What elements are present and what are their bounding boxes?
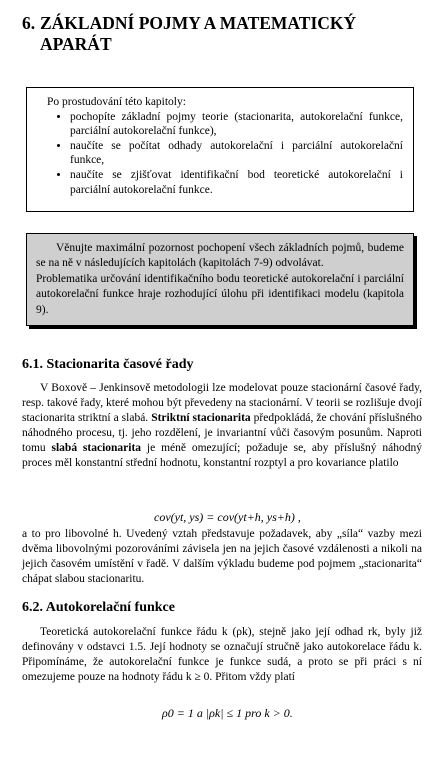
section-heading-autocorrelation: 6.2. Autokorelační funkce <box>22 600 175 615</box>
s1-text-c: předpokládá, že chování příslušného náhodného procesu, tj. jeho rozdělení, je invariantní vůči časovým posunům. Naproti tomu <box>22 411 422 454</box>
goal-item: • naučíte se počítat odhady autokorelační i parciální autokorelační funkce, <box>70 139 403 168</box>
s1-text-e: je méně omezující; požaduje se, aby příslušný náhodný proces měl konstantní střední hodnotu, konstantní rozptyl a pro kovariance platilo <box>22 441 422 469</box>
s1-text-a: V Boxově – Jenkinsově metodologii lze modelovat pouze stacionární časové řady, resp. takové řady, které mohou být převedeny na stacionární. V teorii se rozlišuje dvojí stacionarita striktní a slabá. <box>22 382 422 424</box>
note-box <box>26 233 414 326</box>
chapter-title-line2: APARÁT <box>40 34 112 54</box>
s1-paragraph-2-text: a to pro libovolné h. Uvedený vztah představuje požadavek, aby „síla“ vazby mezi dvěma libovolnými pozorováními závisela jen na jejich časové vzdálenosti a nikoli na jejich časovém umístění v řadě. V dalším výkladu budeme pod pojmem „stacionarita“ chápat slabou stacionaritu. <box>22 528 422 585</box>
goals-list <box>47 110 403 198</box>
section2-paragraph-1 <box>22 625 422 685</box>
chapter-title <box>22 13 422 55</box>
s1-term-weak: slabá stacionarita <box>51 441 142 454</box>
goals-intro: Po prostudování této kapitoly: <box>47 96 186 108</box>
note-text-1: Věnujte maximální pozornost pochopení všech základních pojmů, budeme se na ně v následujících kapitolách (kapitolách 7-9) odvolávat. <box>36 242 404 270</box>
autocorrelation-formula: ρ0 = 1 a |ρk| ≤ 1 pro k > 0. <box>162 706 293 720</box>
section-heading-stationarity: 6.1. Stacionarita časové řady <box>22 357 194 372</box>
goals-box <box>26 87 414 212</box>
chapter-number: 6. <box>22 13 36 33</box>
covariance-formula: cov(yt, ys) = cov(yt+h, ys+h) , <box>154 510 301 524</box>
goal-item: • naučíte se zjišťovat identifikační bod teoretické autokorelační i parciální autokorelační funkce. <box>70 168 403 197</box>
s1-term-strict: Striktní stacionarita <box>151 411 251 424</box>
goal-item: • pochopíte základní pojmy teorie (stacionarita, autokorelační funkce, parciální autokorelační funkce), <box>70 110 403 139</box>
section1-paragraph-2 <box>22 527 422 587</box>
note-text-2: Problematika určování identifikačního bodu teoretické autokorelační i parciální autokorelační funkce hraje rozhodující úlohu při identifikaci modelu (kapitola 9). <box>36 272 404 316</box>
s2-paragraph-text: Teoretická autokorelační funkce řádu k (ρk), stejně jako její odhad rk, byly již definovány v odstavci 1.5. Její hodnoty se označují stručně jako autokorelace řádu k. Připomínáme, že autokorelační funkce je funkce sudá, a proto se při práci s ní omezujeme pouze na hodnoty řádu k ≥ 0. Přitom vždy platí <box>22 626 422 683</box>
section1-paragraph-1 <box>22 381 422 470</box>
chapter-title-line1: ZÁKLADNÍ POJMY A MATEMATICKÝ <box>40 13 357 33</box>
